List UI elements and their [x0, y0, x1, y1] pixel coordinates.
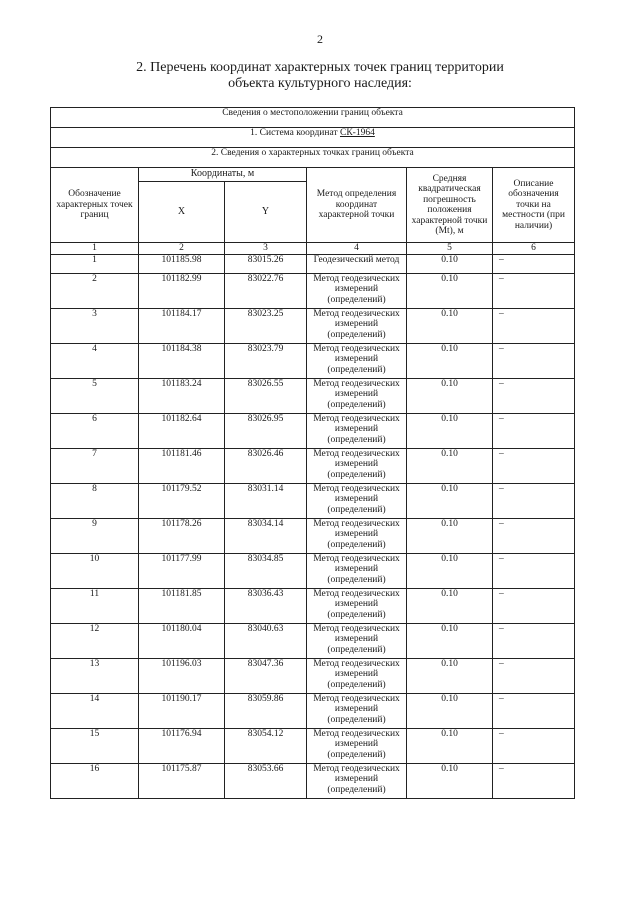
header-y: Y [225, 182, 307, 243]
coord-y: 83023.79 [225, 343, 307, 378]
coord-x: 101182.99 [139, 273, 225, 308]
error-value: 0.10 [407, 413, 493, 448]
description: – [493, 763, 575, 798]
point-number: 10 [51, 553, 139, 588]
description: – [493, 273, 575, 308]
error-value: 0.10 [407, 728, 493, 763]
header-designation: Обозначение характерных точек границ [51, 168, 139, 243]
description: – [493, 308, 575, 343]
coord-y: 83026.95 [225, 413, 307, 448]
section-title: Сведения о местоположении границ объекта [51, 108, 575, 128]
method: Метод геодезических измерений (определений) [307, 343, 407, 378]
table-row [51, 308, 575, 343]
description: – [493, 254, 575, 273]
method: Метод геодезических измерений (определений) [307, 728, 407, 763]
point-number: 6 [51, 413, 139, 448]
coord-x: 101175.87 [139, 763, 225, 798]
table-row [51, 378, 575, 413]
coord-x: 101181.85 [139, 588, 225, 623]
coord-y: 83054.12 [225, 728, 307, 763]
coord-y: 83047.36 [225, 658, 307, 693]
description: – [493, 623, 575, 658]
table-row [51, 693, 575, 728]
method: Метод геодезических измерений (определений) [307, 413, 407, 448]
coord-x: 101190.17 [139, 693, 225, 728]
header-description: Описание обозначения точки на местности (при наличии) [493, 168, 575, 243]
points-section-label: 2. Сведения о характерных точках границ объекта [51, 148, 575, 168]
description: – [493, 343, 575, 378]
error-value: 0.10 [407, 518, 493, 553]
point-number: 14 [51, 693, 139, 728]
coord-x: 101185.98 [139, 254, 225, 273]
point-number: 13 [51, 658, 139, 693]
coord-x: 101184.17 [139, 308, 225, 343]
table-row [51, 448, 575, 483]
point-number: 3 [51, 308, 139, 343]
error-value: 0.10 [407, 343, 493, 378]
column-number: 3 [225, 243, 307, 255]
description: – [493, 728, 575, 763]
description: – [493, 378, 575, 413]
point-number: 4 [51, 343, 139, 378]
error-value: 0.10 [407, 658, 493, 693]
coord-x: 101184.38 [139, 343, 225, 378]
method: Метод геодезических измерений (определений) [307, 553, 407, 588]
coord-y: 83059.86 [225, 693, 307, 728]
description: – [493, 553, 575, 588]
header-method: Метод определения координат характерной точки [307, 168, 407, 243]
table-row [51, 623, 575, 658]
point-number: 15 [51, 728, 139, 763]
point-number: 9 [51, 518, 139, 553]
coord-x: 101196.03 [139, 658, 225, 693]
table-row [51, 553, 575, 588]
header-coordinates: Координаты, м [139, 168, 307, 182]
coord-y: 83023.25 [225, 308, 307, 343]
table-row [51, 273, 575, 308]
title-line-2: объекта культурного наследия: [228, 76, 412, 91]
table-row [51, 254, 575, 273]
description: – [493, 518, 575, 553]
coord-system-value: СК-1964 [339, 128, 375, 138]
column-number: 2 [139, 243, 225, 255]
coord-system-label: 1. Система координат [250, 128, 338, 138]
method: Метод геодезических измерений (определений) [307, 308, 407, 343]
method: Метод геодезических измерений (определений) [307, 693, 407, 728]
coord-y: 83053.66 [225, 763, 307, 798]
header-x: X [139, 182, 225, 243]
point-number: 7 [51, 448, 139, 483]
point-number: 12 [51, 623, 139, 658]
coord-y: 83015.26 [225, 254, 307, 273]
description: – [493, 588, 575, 623]
method: Метод геодезических измерений (определений) [307, 483, 407, 518]
coord-y: 83036.43 [225, 588, 307, 623]
coord-x: 101178.26 [139, 518, 225, 553]
method: Метод геодезических измерений (определений) [307, 448, 407, 483]
column-number: 6 [493, 243, 575, 255]
coord-system-row [51, 128, 575, 148]
coord-x: 101177.99 [139, 553, 225, 588]
point-number: 11 [51, 588, 139, 623]
error-value: 0.10 [407, 693, 493, 728]
error-value: 0.10 [407, 483, 493, 518]
error-value: 0.10 [407, 553, 493, 588]
coord-y: 83026.46 [225, 448, 307, 483]
table-row [51, 763, 575, 798]
error-value: 0.10 [407, 254, 493, 273]
description: – [493, 483, 575, 518]
column-number: 4 [307, 243, 407, 255]
description: – [493, 448, 575, 483]
coord-x: 101182.64 [139, 413, 225, 448]
coord-x: 101176.94 [139, 728, 225, 763]
error-value: 0.10 [407, 763, 493, 798]
table-row [51, 728, 575, 763]
description: – [493, 693, 575, 728]
table-row [51, 483, 575, 518]
coord-y: 83031.14 [225, 483, 307, 518]
point-number: 1 [51, 254, 139, 273]
page-number: 2 [317, 32, 323, 46]
table-row [51, 588, 575, 623]
error-value: 0.10 [407, 308, 493, 343]
point-number: 2 [51, 273, 139, 308]
coord-y: 83026.55 [225, 378, 307, 413]
error-value: 0.10 [407, 448, 493, 483]
coord-x: 101183.24 [139, 378, 225, 413]
method: Геодезический метод [307, 254, 407, 273]
method: Метод геодезических измерений (определений) [307, 378, 407, 413]
page-title [100, 60, 540, 92]
method: Метод геодезических измерений (определений) [307, 763, 407, 798]
description: – [493, 658, 575, 693]
coordinates-table [50, 107, 575, 799]
coord-y: 83040.63 [225, 623, 307, 658]
error-value: 0.10 [407, 588, 493, 623]
column-number-row [51, 243, 575, 255]
title-line-1: 2. Перечень координат характерных точек границ территории [136, 60, 504, 75]
method: Метод геодезических измерений (определений) [307, 658, 407, 693]
coord-y: 83022.76 [225, 273, 307, 308]
method: Метод геодезических измерений (определений) [307, 518, 407, 553]
table-row [51, 658, 575, 693]
coord-x: 101181.46 [139, 448, 225, 483]
table-row [51, 343, 575, 378]
point-number: 5 [51, 378, 139, 413]
point-number: 8 [51, 483, 139, 518]
column-number: 5 [407, 243, 493, 255]
table-row [51, 518, 575, 553]
coord-y: 83034.85 [225, 553, 307, 588]
method: Метод геодезических измерений (определений) [307, 623, 407, 658]
description: – [493, 413, 575, 448]
error-value: 0.10 [407, 273, 493, 308]
error-value: 0.10 [407, 623, 493, 658]
coord-x: 101179.52 [139, 483, 225, 518]
column-number: 1 [51, 243, 139, 255]
point-number: 16 [51, 763, 139, 798]
header-error: Средняя квадратическая погрешность положения характерной точки (Mt), м [407, 168, 493, 243]
method: Метод геодезических измерений (определений) [307, 273, 407, 308]
table-row [51, 413, 575, 448]
method: Метод геодезических измерений (определений) [307, 588, 407, 623]
coord-y: 83034.14 [225, 518, 307, 553]
error-value: 0.10 [407, 378, 493, 413]
coord-x: 101180.04 [139, 623, 225, 658]
